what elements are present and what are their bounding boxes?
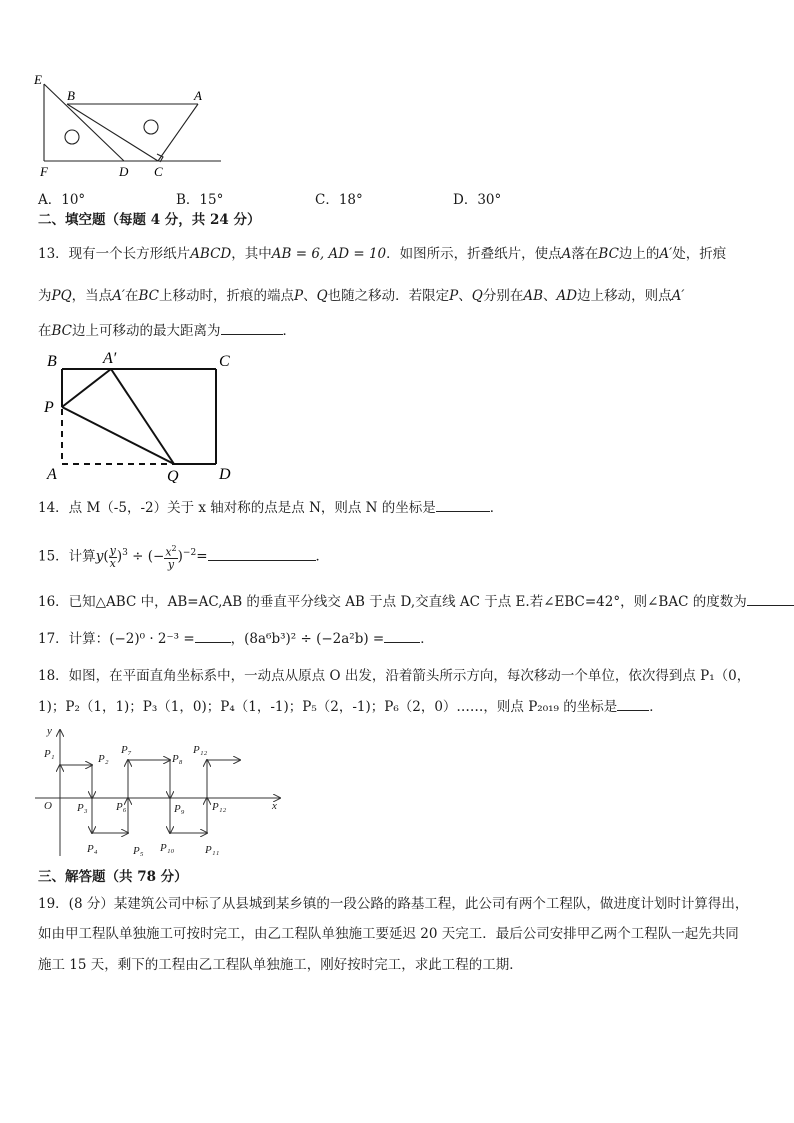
option-key: D．: [453, 192, 478, 208]
label-A-prime: A′: [103, 350, 117, 367]
q13-line-3: [38, 320, 296, 341]
q12-option-d: [453, 188, 501, 208]
q12-option-a: [38, 188, 85, 208]
q17-line: [38, 628, 434, 649]
q18-figure: [30, 720, 290, 860]
q15-line: 15．计算y( $\frac{y}{x}$ )$^3$ ÷ (− $\frac{x^2}{y}$ )$^{-2}$= ．: [38, 543, 330, 572]
fold-PA1: [62, 369, 111, 407]
label-P2: P₂: [98, 753, 109, 765]
label-A: A: [194, 88, 202, 103]
label-P5: P₅: [133, 845, 144, 857]
option-key: B．: [176, 192, 200, 208]
text: ．: [420, 631, 434, 647]
label-P8: P₈: [172, 753, 183, 765]
line-AC: [158, 104, 198, 161]
var: A: [561, 246, 572, 262]
var: P: [294, 288, 304, 304]
text: 1)；P₂（1，1)；P₃（1，0)；P₄（1，-1)；P₅（2，-1)；P₆（2，0）……，则点 P₂₀₁₉ 的坐标是: [38, 699, 618, 715]
label-P12-axis: P₁₂: [212, 801, 227, 813]
label-Q: Q: [167, 468, 179, 483]
var: A′: [659, 246, 673, 262]
text: 14．点 M（-5，-2）关于 x 轴对称的点是点 N，则点 N 的坐标是: [38, 500, 436, 516]
text: 16．已知△ABC 中，AB=AC,AB 的垂直平分线交 AB 于点 D,交直线 AC 于点 E.若∠EBC=42°，则∠BAC 的度数为: [38, 594, 747, 610]
text: ．: [489, 500, 504, 516]
answer-blank[interactable]: [221, 320, 283, 335]
label-P1: P₁: [44, 748, 55, 760]
var: BC: [598, 246, 619, 262]
text: ．: [315, 548, 330, 565]
numerator: x: [165, 545, 172, 559]
text: 在: [38, 323, 52, 339]
q12-option-b: [176, 188, 223, 208]
text: 也随之移动．若限定: [327, 288, 450, 304]
var: BC: [51, 323, 73, 339]
expression: (8a⁶b³)² ÷ (−2a²b) =: [244, 631, 385, 647]
answer-blank[interactable]: [617, 696, 649, 711]
denominator: y: [167, 558, 175, 572]
label-O: O: [44, 800, 52, 812]
text: 为: [38, 288, 52, 304]
var: AB: [523, 288, 544, 304]
text: 、: [458, 288, 472, 304]
text: 边上的: [618, 246, 660, 262]
answer-blank[interactable]: [436, 497, 490, 512]
text: 边上移动，则点: [577, 288, 672, 304]
text: 17．计算：: [38, 631, 110, 647]
q18-line-1: 18．如图，在平面直角坐标系中，一动点从原点 O 出发，沿着箭头所示方向，每次移动一个单位，依次得到点 P₁（0，: [38, 668, 751, 684]
crease-PQ: [62, 407, 174, 464]
label-P7: P₇: [121, 744, 132, 756]
label-P11: P₁₁: [205, 844, 220, 856]
text: 在: [124, 288, 139, 304]
q19-line-3: 施工 15 天，剩下的工程由乙工程队单独施工，刚好按时完工，求此工程的工期．: [38, 957, 523, 973]
var: A′: [671, 288, 685, 304]
var: Q: [471, 288, 483, 304]
text: 落在: [571, 246, 599, 262]
var: AD: [556, 288, 578, 304]
answer-blank[interactable]: [747, 591, 794, 606]
option-key: C．: [315, 192, 339, 208]
answer-blank[interactable]: [208, 546, 316, 561]
label-P9: P₉: [174, 803, 185, 815]
option-text: 30°: [477, 192, 502, 208]
label-P4: P₄: [87, 843, 98, 855]
answer-blank[interactable]: [384, 628, 420, 643]
var: ABCD: [190, 246, 232, 262]
label-P10: P₁₀: [160, 842, 175, 854]
q16-line: [38, 591, 794, 612]
label-B: B: [67, 88, 75, 103]
label-P3: P₃: [77, 802, 88, 814]
fold-A1Q: [111, 369, 174, 464]
var: Q: [316, 288, 328, 304]
option-text: 15°: [199, 192, 224, 208]
text: 、: [543, 288, 557, 304]
text: ，当点: [71, 288, 113, 304]
var: A′: [112, 288, 125, 304]
text: ．: [282, 323, 297, 339]
label-C: C: [154, 164, 163, 179]
expression: (−2)⁰ · 2⁻³ =: [109, 631, 195, 647]
exponent: 2: [171, 543, 177, 553]
label-F: F: [40, 164, 48, 179]
section-2-title: 二、填空题（每题 4 分，共 24 分）: [38, 212, 261, 228]
text: ÷ (−: [127, 548, 165, 565]
label-C: C: [219, 353, 230, 370]
var: PQ: [51, 288, 72, 304]
text: ，: [230, 631, 245, 647]
text: 分别在: [482, 288, 524, 304]
q12-figure: [30, 70, 230, 180]
circle-left: [65, 130, 79, 144]
var: y: [95, 548, 104, 565]
text: ，其中: [231, 246, 272, 262]
option-text: 10°: [61, 192, 86, 208]
q13-line-1: [38, 244, 726, 264]
label-D: D: [119, 164, 129, 179]
answer-blank[interactable]: [195, 628, 231, 643]
q13-figure: [40, 348, 240, 483]
label-B: B: [47, 353, 57, 370]
text: 处，折痕: [672, 246, 727, 262]
exponent: −2: [182, 548, 197, 558]
text: ．: [649, 699, 663, 715]
label-P6: P₆: [116, 801, 127, 813]
text: 边上可移动的最大距离为: [72, 323, 221, 339]
q19-line-1: 19．(8 分）某建筑公司中标了从县城到某乡镇的一段公路的路基工程，此公司有两个工程队，做进度计划时计算得出，: [38, 896, 749, 912]
text: 13．现有一个长方形纸片: [38, 246, 191, 262]
circle-right: [144, 120, 158, 134]
section-3-title: 三、解答题（共 78 分）: [38, 869, 188, 885]
text: 15．计算: [38, 548, 96, 565]
q19-line-2: 如由甲工程队单独施工可按时完工，由乙工程队单独施工要延迟 20 天完工．最后公司安排甲乙两个工程队一起先共同: [38, 926, 739, 942]
label-x: x: [272, 800, 277, 812]
label-A: A: [47, 466, 57, 483]
fraction-y-over-x: [109, 545, 117, 570]
numerator: y: [109, 543, 116, 557]
q13-line-2: [38, 286, 684, 306]
q12-option-c: [315, 188, 363, 208]
q18-line-2: [38, 696, 663, 717]
text: 、: [303, 288, 317, 304]
text: 上移动时，折痕的端点: [159, 288, 294, 304]
line-BC: [67, 104, 158, 161]
label-D: D: [219, 466, 231, 483]
fraction-x2-over-y: [164, 543, 177, 572]
exponent: 3: [122, 548, 128, 558]
label-P: P: [44, 399, 54, 416]
option-text: 18°: [338, 192, 363, 208]
label-y: y: [47, 725, 52, 737]
text: ．如图所示，折叠纸片，使点: [386, 246, 562, 262]
q14-line: [38, 497, 503, 518]
option-key: A．: [38, 192, 62, 208]
var: AB = 6, AD = 10: [271, 246, 387, 262]
var: P: [449, 288, 459, 304]
text: =: [196, 548, 208, 565]
var: BC: [138, 288, 159, 304]
label-E: E: [34, 72, 42, 87]
label-P12-top: P₁₂: [193, 744, 208, 756]
line-ED: [44, 84, 124, 161]
denominator: x: [109, 556, 116, 570]
